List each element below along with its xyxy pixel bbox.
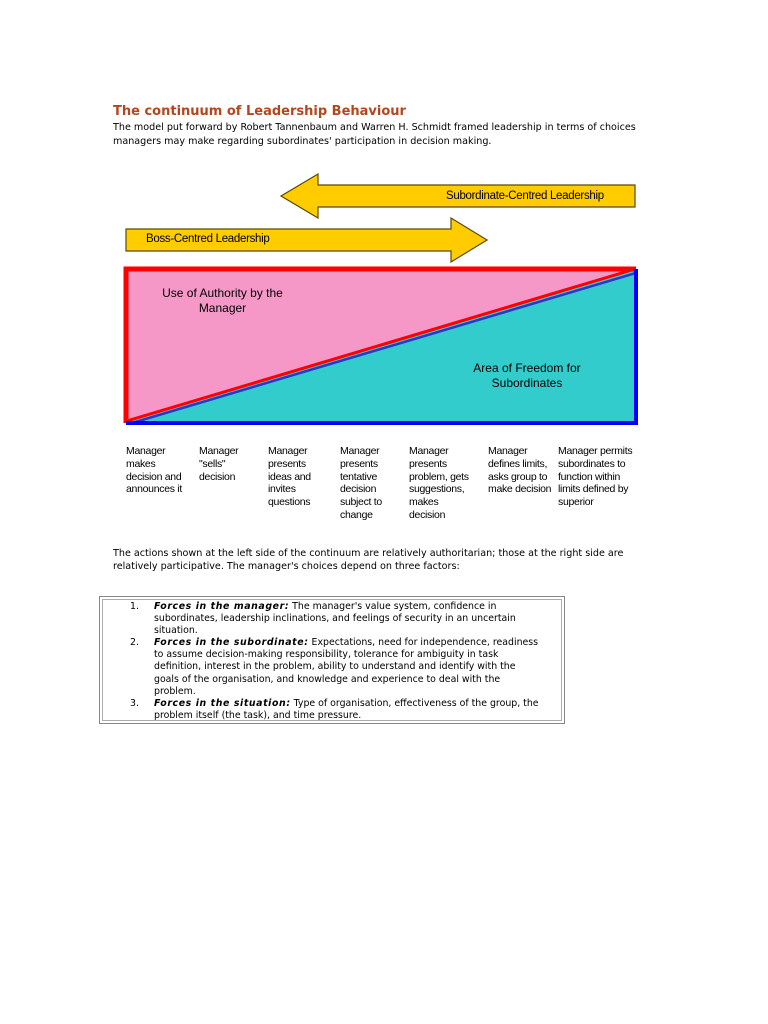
factor-title: Forces in the situation: [154,698,291,709]
factor-text: The manager's value system, confidence in subordinates, leadership inclinations, and feelings of security in an uncertain situation. [154,601,516,637]
actions-paragraph: The actions shown at the left side of the continuum are relatively authoritarian; those at the right side are relatively participative. The manager's choices depend on three factors: [113,548,624,572]
boss-arrow-label: Boss-Centred Leadership [146,233,270,245]
factor-item [130,637,540,698]
factor-number: 2. [130,637,139,648]
factor-title: Forces in the subordinate: [154,637,309,648]
factor-text: Expectations, need for independence, readiness to assume decision-making responsibility, tolerance for ambiguity in task definition, interest in the problem, ability to understand and identify with the goals of the organisation, and knowledge and experience to deal with the problem. [154,637,539,697]
factor-item [130,698,540,722]
stage-2: Manager "sells" decision [199,445,239,483]
factor-title: Forces in the manager: [154,601,290,612]
factors-box [99,596,565,724]
stage-5: Manager presents problem, gets suggestions, makes decision [409,445,469,521]
stage-7: Manager permits subordinates to function within limits defined by superior [558,445,633,509]
factor-item [130,601,540,638]
factor-text: Type of organisation, effectiveness of the group, the problem itself (the task), and time pressure. [154,698,539,722]
stage-6: Manager defines limits, asks group to make decision [488,445,552,496]
stage-4: Manager presents tentative decision subject to change [340,445,382,521]
stage-3: Manager presents ideas and invites questions [268,445,311,509]
authority-label: Use of Authority by the Manager [162,286,283,315]
stage-1: Manager makes decision and announces it [126,445,182,496]
page-title: The continuum of Leadership Behaviour [113,104,406,119]
subordinate-arrow-label: Subordinate-Centred Leadership [446,190,604,202]
intro-paragraph: The model put forward by Robert Tannenbaum and Warren H. Schmidt framed leadership in terms of choices managers may make regarding subordinates' participation in decision making. [113,122,636,147]
factor-number: 3. [130,698,139,709]
factor-number: 1. [130,601,139,612]
freedom-label: Area of Freedom for Subordinates [473,361,581,390]
